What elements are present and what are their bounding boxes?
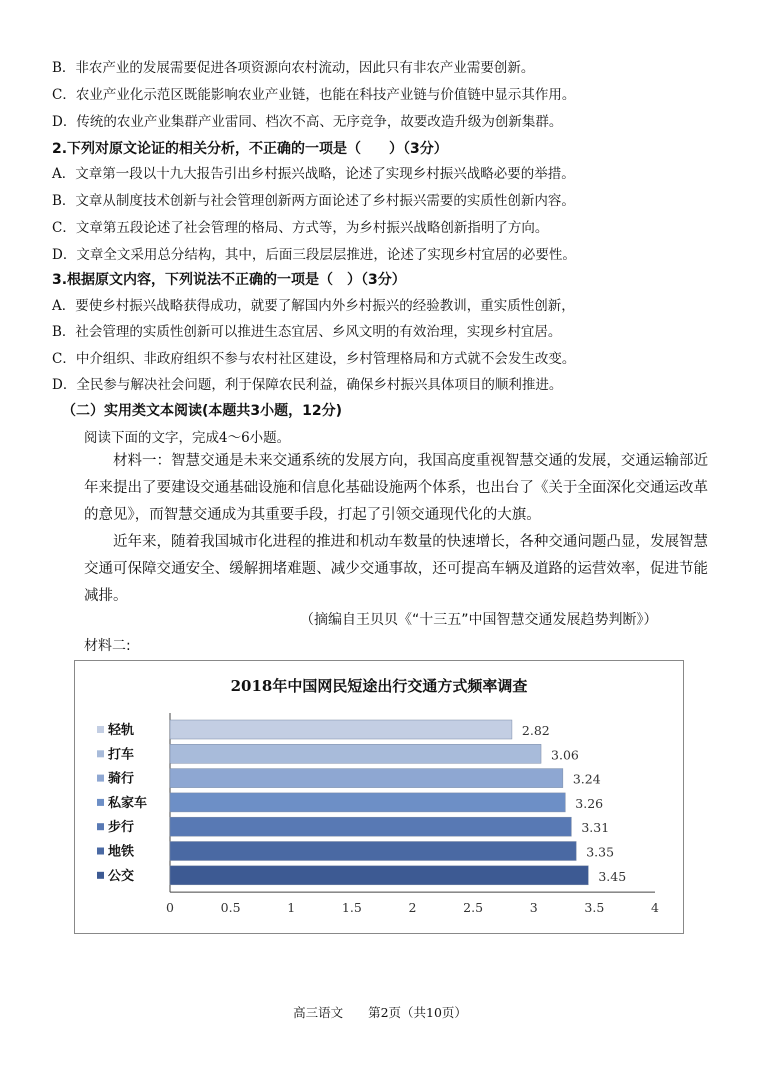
chart-frame — [74, 660, 684, 934]
q2-option-a: A．文章第一段以十九大报告引出乡村振兴战略，论述了实现乡村振兴战略必要的举措。 — [52, 166, 575, 182]
bar-5 — [170, 817, 571, 836]
bar-7 — [170, 866, 588, 885]
x-tick-label-4: 1.5 — [341, 900, 362, 916]
chart-title: 2018年中国网民短途出行交通方式频率调查 — [230, 677, 528, 695]
q1-option-b: B．非农产业的发展需要促进各项资源向农村流动，因此只有非农产业需要创新。 — [52, 60, 535, 76]
bar-4 — [170, 793, 565, 812]
x-tick-label-1: 0 — [166, 900, 174, 916]
x-tick-label-5: 2 — [408, 900, 417, 916]
material1-source: （摘编自王贝贝《“十三五”中国智慧交通发展趋势判断》） — [300, 612, 658, 628]
x-tick-label-9: 4 — [651, 900, 659, 916]
q1-option-d: D．传统的农业产业集群产业雷同、档次不高、无序竞争，故要改造升级为创新集群。 — [52, 114, 563, 130]
value-label-2: 3.06 — [551, 747, 579, 763]
page-footer: 高三语文 第2页（共10页） — [293, 1005, 467, 1020]
legend-swatch-6 — [97, 848, 104, 855]
legend-label-3: 骑行 — [108, 771, 135, 787]
q3-option-b: B．社会管理的实质性创新可以推进生态宜居、乡风文明的有效治理，实现乡村宜居。 — [52, 324, 562, 340]
legend-swatch-4 — [97, 799, 104, 806]
q1-option-c: C．农业产业化示范区既能影响农业产业链，也能在科技产业链与价值链中显示其作用。 — [52, 87, 576, 103]
legend-label-7: 公交 — [108, 868, 135, 884]
x-tick-label-6: 2.5 — [463, 900, 484, 916]
bar-2 — [170, 744, 541, 763]
material2-label: 材料二: — [84, 638, 131, 654]
material1-paragraph-2: 近年来，随着我国城市化进程的推进和机动车数量的快速增长，各种交通问题凸显，发展智慧交通可保障交通安全、缓解拥堵难题、减少交通事故，还可提高车辆及道路的运营效率，促进节能减排。 — [84, 534, 708, 604]
q2-option-c: C．文章第五段论述了社会管理的格局、方式等，为乡村振兴战略创新指明了方向。 — [52, 220, 549, 236]
value-label-6: 3.35 — [586, 844, 615, 860]
q2-option-b: B．文章从制度技术创新与社会管理创新两方面论述了乡村振兴需要的实质性创新内容。 — [52, 193, 575, 209]
x-tick-label-2: 0.5 — [220, 900, 241, 916]
value-label-3: 3.24 — [572, 771, 601, 787]
value-label-1: 2.82 — [521, 723, 550, 738]
x-tick-label-3: 1 — [287, 900, 296, 916]
legend-swatch-2 — [97, 750, 104, 757]
bar-1 — [170, 720, 512, 739]
legend-label-5: 步行 — [108, 820, 135, 836]
legend-swatch-3 — [97, 775, 104, 782]
q3-option-c: C．中介组织、非政府组织不参与农村社区建设，乡村管理格局和方式就不会发生改变。 — [52, 351, 576, 367]
bar-6 — [170, 842, 576, 861]
value-label-4: 3.26 — [575, 795, 604, 811]
x-tick-label-7: 3 — [529, 900, 538, 916]
q2-stem: 2.下列对原文论证的相关分析，不正确的一项是（ ）（3分） — [52, 141, 448, 157]
legend-swatch-1 — [97, 726, 104, 733]
legend-label-6: 地铁 — [108, 844, 135, 860]
section-heading: （二）实用类文本阅读(本题共3小题，12分) — [62, 403, 343, 419]
legend-swatch-5 — [97, 823, 104, 830]
section-instruction: 阅读下面的文字，完成4～6小题。 — [84, 430, 291, 446]
q3-option-a: A．要使乡村振兴战略获得成功，就要了解国内外乡村振兴的经验教训，重实质性创新， — [52, 298, 575, 314]
x-tick-label-8: 3.5 — [584, 900, 605, 916]
q3-stem: 3.根据原文内容，下列说法不正确的一项是（ ）（3分） — [52, 272, 406, 288]
legend-label-4: 私家车 — [108, 795, 148, 811]
q2-option-d: D．文章全文采用总分结构，其中，后面三段层层推进，论述了实现乡村宜居的必要性。 — [52, 247, 576, 263]
value-label-5: 3.31 — [581, 820, 610, 836]
legend-label-1: 轻轨 — [108, 723, 135, 738]
material1-paragraph-1: 材料一：智慧交通是未来交通系统的发展方向，我国高度重视智慧交通的发展，交通运输部近年来提出了要建设交通基础设施和信息化基础设施两个体系，也出台了《关于全面深化交通运改革的意见》，而智慧交通成为其重要手段，打起了引领交通现代化的大旗。 — [84, 453, 708, 523]
q3-option-d: D．全民参与解决社会问题，利于保障农民利益，确保乡村振兴具体项目的顺利推进。 — [52, 377, 563, 393]
bar-chart — [75, 661, 683, 933]
legend-swatch-7 — [97, 872, 104, 879]
bar-3 — [170, 769, 563, 788]
value-label-7: 3.45 — [598, 868, 627, 884]
legend-label-2: 打车 — [108, 747, 135, 763]
